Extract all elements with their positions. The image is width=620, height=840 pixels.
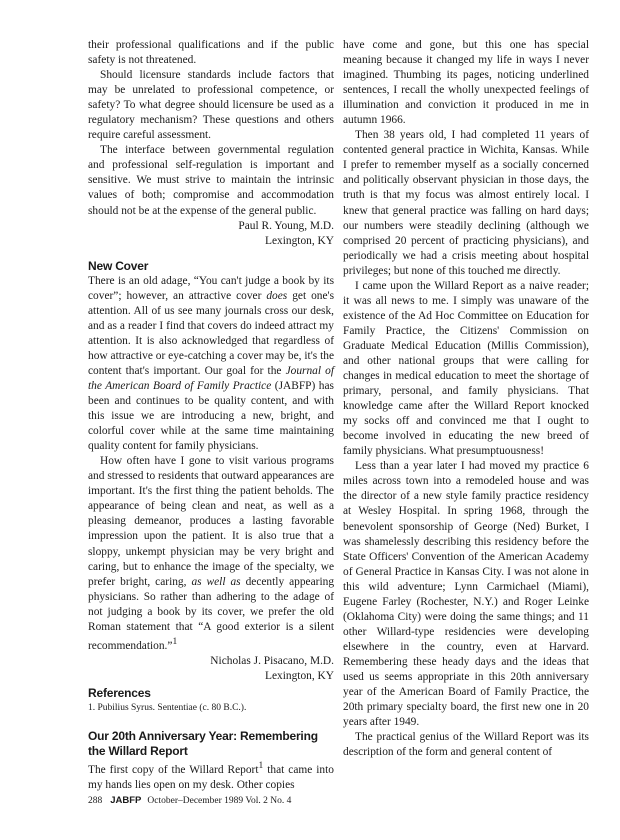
left-column [88,38,334,793]
paragraph: The interface between governmental regulation and professional self-regulation is important and sensitive. We must strive to maintain the intrinsic values of both; compromise and accommodation should not be at the expense of the general public. [88,144,334,217]
page-number: 288 [88,796,103,806]
reference-item: 1. Pubilius Syrus. Sententiae (c. 80 B.C.). [88,702,247,713]
paragraph: Should licensure standards include factors that may be unrelated to professional competence, or safety? To what degree should licensure be used as a regulatory mechanism? These questions and others require careful assessment. [88,69,334,142]
journal-title: Journal of the American Board of Family Practice [88,364,334,392]
paragraph: their professional qualifications and if the public safety is not threatened. [88,39,334,67]
right-column [343,38,589,760]
section-heading-new-cover: New Cover [88,258,149,273]
footnote-marker: 1 [258,760,264,771]
signature-place: Lexington, KY [265,234,334,247]
emphasis: as well as [191,575,241,588]
page-footer [88,795,291,806]
paragraph: The first copy of the Willard Report$^1$ that came into my hands lies open on my desk. Other copies [88,760,334,791]
section-heading-references: References [88,685,151,700]
section-heading-anniversary: Our 20th Anniversary Year: Remembering the Willard Report [88,728,318,758]
signature-name: Paul R. Young, M.D. [238,219,334,232]
emphasis: does [266,289,288,302]
signature-name: Nicholas J. Pisacano, M.D. [210,654,334,667]
paragraph: Less than a year later I had moved my practice 6 miles across town into a remodeled house and was the director of a new style family practice residency at Wesley Hospital. In spring 1968, through the benevolent sponsorship of George (Ned) Burket, I was shamelessly describing this residency before the State Officers' Convention of the American Academy of General Practice in Kansas City. I was not alone in this wild adventure; Lynn Carmichael (Miami), Eugene Farley (Rochester, N.Y.) and Roger Leinke (Oklahoma City) were doing the same things; and 11 other Willard-type residencies were developing elsewhere in the country, even at Harvard. Remembering these heady days and the ideas that used us seems appropriate in this 20th anniversary year of the American Board of Family Practice, the 20th primary specialty board, the first new one in 20 years after 1949. [343,460,589,729]
journal-abbreviation: JABFP [110,795,142,806]
signature-place: Lexington, KY [265,669,334,682]
issue-info: October–December 1989 Vol. 2 No. 4 [147,796,292,806]
footnote-marker: 1 [172,636,178,647]
paragraph: I came upon the Willard Report as a naive reader; it was all news to me. I simply was unaware of the existence of the Ad Hoc Committee on Education for Family Practice, the Citizens' Commission on Graduate Medical Education (Millis Commission), and other national groups that were calling for changes in medical education to meet the shortage of primary, personal, and family physicians. That knowledge came after the Willard Report knocked my socks off and convinced me that I ought to become involved in educating the new breed of family physicians. What presumptuousness! [343,279,589,458]
paragraph: have come and gone, but this one has special meaning because it changed my life in ways I never imagined. Thumbing its pages, noticing underlined sentences, I recall the wholly unexpected feelings of illumination and conviction it produced in me in autumn 1966. [343,39,589,127]
paragraph: The practical genius of the Willard Report was its description of the form and general content of [343,731,589,759]
paragraph: There is an old adage, “You can't judge a book by its cover”; however, an attractive cover does get one's attention. All of us see many journals cross our desk, and as a reader I find that covers do indeed attract my attention. It is also acknowledged that regardless of how attractive or eye-catching a cover may be, it's the content that's important. Our goal for the Journal of the American Board of Family Practice (JABFP) has been and continues to be quality content, and with this issue we are introducing a new, bright, and colorful cover while at the same time maintaining quality content for family physicians. [88,274,335,453]
paragraph: Then 38 years old, I had completed 11 years of contented general practice in Wichita, Kansas. While I prefer to remember myself as a socially concerned and politically observant physician in those days, the truth is that my focus was almost entirely local. I knew that general practice was falling on hard days; our numbers were steadily declining (although we comprised 20 percent of practicing physicians), and periodically we had a crisis meeting about hospital privileges; but none of this touched me directly. [343,129,589,277]
paragraph: How often have I gone to visit various programs and stressed to residents that outward appearances are important. It's the first thing the patient beholds. The appearance of being clean and neat, as well as a pleasing demeanor, produces a lasting favorable impression upon the patient. It is also true that a sloppy, unkempt physician may be very bright and caring, but to enhance the image of the specialty, we prefer bright, caring, as well as decently appearing physicians. So rather than adhering to the adage of not judging a book by its cover, we prefer the old Roman statement that “A good exterior is a silent recommendation.”$^1$ [88,455,335,652]
